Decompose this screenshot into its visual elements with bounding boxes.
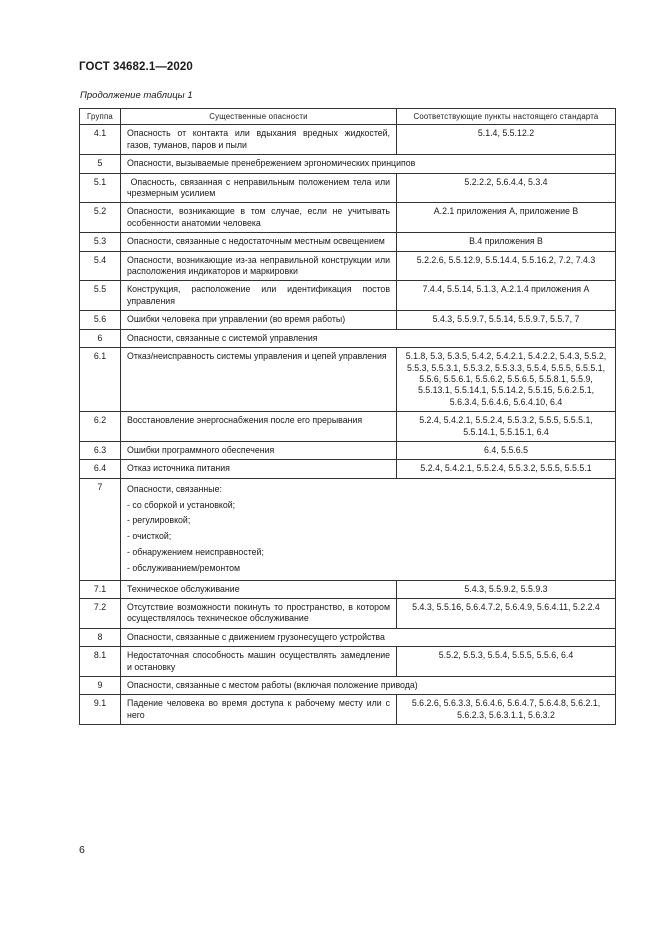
hazard-category-cell: Опасности, связанные с движением грузонесущего устройства	[121, 628, 616, 646]
group-cell: 5.2	[80, 203, 121, 233]
hazard-cell: Конструкция, расположение или идентификация постов управления	[121, 281, 397, 311]
column-header-hazards: Существенные опасности	[121, 109, 397, 125]
group-cell: 5.5	[80, 281, 121, 311]
clauses-cell: 5.6.2.6, 5.6.3.3, 5.6.4.6, 5.6.4.7, 5.6.4.8, 5.6.2.1, 5.6.2.3, 5.6.3.1.1, 5.6.3.2	[397, 695, 616, 725]
clauses-cell: А.2.1 приложения А, приложение В	[397, 203, 616, 233]
page-number: 6	[79, 844, 85, 856]
hazard-cell: Техническое обслуживание	[121, 580, 397, 598]
table-row	[80, 155, 616, 173]
list-item: - регулировкой;	[127, 515, 191, 526]
hazard-cell: Опасность от контакта или вдыхания вредных жидкостей, газов, туманов, паров и пыли	[121, 125, 397, 155]
hazard-cell: Опасности, возникающие в том случае, если не учитывать особенности анатомии человека	[121, 203, 397, 233]
table-row	[80, 695, 616, 725]
group-cell: 6.4	[80, 460, 121, 478]
group-cell: 9	[80, 676, 121, 694]
hazard-cell: Отказ/неисправность системы управления и цепей управления	[121, 348, 397, 412]
group-cell: 5	[80, 155, 121, 173]
clauses-cell: 5.2.2.6, 5.5.12.9, 5.5.14.4, 5.5.16.2, 7.2, 7.4.3	[397, 251, 616, 281]
table-row	[80, 676, 616, 694]
group-cell: 5.6	[80, 311, 121, 329]
group-cell: 5.1	[80, 173, 121, 203]
list-item: - обслуживанием/ремонтом	[127, 562, 241, 573]
table-header-row	[80, 109, 616, 125]
hazard-category-cell	[121, 478, 616, 580]
hazard-cell: Отсутствие возможности покинуть то пространство, в котором осуществлялось техническое обслуживание	[121, 598, 397, 628]
clauses-cell: 5.5.2, 5.5.3, 5.5.4, 5.5.5, 5.5.6, 6.4	[397, 647, 616, 677]
category-heading: Опасности, связанные:	[127, 483, 222, 494]
group-cell: 6.2	[80, 412, 121, 442]
group-cell: 9.1	[80, 695, 121, 725]
clauses-cell: 7.4.4, 5.5.14, 5.1.3, А.2.1.4 приложения А	[397, 281, 616, 311]
list-item: - со сборкой и установкой;	[127, 499, 236, 510]
hazard-cell: Восстановление энергоснабжения после его прерывания	[121, 412, 397, 442]
table-row	[80, 348, 616, 412]
list-item: - очисткой;	[127, 531, 172, 542]
table-caption: Продолжение таблицы 1	[80, 90, 193, 101]
hazard-cell: Ошибки человека при управлении (во время работы)	[121, 311, 397, 329]
document-code: ГОСТ 34682.1—2020	[79, 61, 193, 73]
table-row	[80, 478, 616, 580]
group-cell: 7	[80, 478, 121, 580]
table-row	[80, 203, 616, 233]
group-cell: 4.1	[80, 125, 121, 155]
group-cell: 8	[80, 628, 121, 646]
table-row	[80, 647, 616, 677]
clauses-cell: 5.2.4, 5.4.2.1, 5.5.2.4, 5.5.3.2, 5.5.5, 5.5.5.1	[397, 460, 616, 478]
list-item: - обнаружением неисправностей;	[127, 546, 264, 557]
hazard-cell: Недостаточная способность машин осуществлять замедление и остановку	[121, 647, 397, 677]
hazard-cell: Падение человека во время доступа к рабочему месту или с него	[121, 695, 397, 725]
clauses-cell: 5.4.3, 5.5.9.7, 5.5.14, 5.5.9.7, 5.5.7, 7	[397, 311, 616, 329]
clauses-cell: 5.1.4, 5.5.12.2	[397, 125, 616, 155]
hazard-cell: Опасности, связанные с недостаточным местным освещением	[121, 233, 397, 251]
hazard-category-cell: Опасности, вызываемые пренебрежением эргономических принципов	[121, 155, 616, 173]
group-cell: 7.1	[80, 580, 121, 598]
group-cell: 8.1	[80, 647, 121, 677]
group-cell: 6	[80, 329, 121, 347]
hazard-category-cell: Опасности, связанные с местом работы (включая положение привода)	[121, 676, 616, 694]
clauses-cell: 6.4, 5.5.6.5	[397, 441, 616, 459]
table-row	[80, 628, 616, 646]
hazards-table	[79, 108, 616, 725]
table-row	[80, 441, 616, 459]
hazard-cell: Отказ источника питания	[121, 460, 397, 478]
clauses-cell: В.4 приложения В	[397, 233, 616, 251]
clauses-cell: 5.2.2.2, 5.6.4.4, 5.3.4	[397, 173, 616, 203]
clauses-cell: 5.4.3, 5.5.9.2, 5.5.9.3	[397, 580, 616, 598]
hazard-category-cell: Опасности, связанные с системой управления	[121, 329, 616, 347]
table-row	[80, 311, 616, 329]
clauses-cell: 5.2.4, 5.4.2.1, 5.5.2.4, 5.5.3.2, 5.5.5, 5.5.5.1, 5.5.14.1, 5.5.15.1, 6.4	[397, 412, 616, 442]
group-cell: 7.2	[80, 598, 121, 628]
column-header-clauses: Соответствующие пункты настоящего стандарта	[397, 109, 616, 125]
table-row	[80, 251, 616, 281]
table-row	[80, 412, 616, 442]
table-row	[80, 173, 616, 203]
clauses-cell: 5.1.8, 5.3, 5.3.5, 5.4.2, 5.4.2.1, 5.4.2.2, 5.4.3, 5.5.2, 5.5.3, 5.5.3.1, 5.5.3.2, 5.5.3.3, 5.5.4, 5.5.5, 5.5.5.1, 5.5.6, 5.5.6.1, 5.5.6.2, 5.5.6.5, 5.5.8.1, 5.5.9, 5.5.13.1, 5.5.14.1, 5.5.14.2, 5.5.15, 5.6.2.5.1, 5.6.3.4, 5.6.4.6, 5.6.4.10, 6.4	[397, 348, 616, 412]
table-row	[80, 580, 616, 598]
group-cell: 6.1	[80, 348, 121, 412]
table-row	[80, 598, 616, 628]
table-row	[80, 329, 616, 347]
group-cell: 6.3	[80, 441, 121, 459]
column-header-group: Группа	[80, 109, 121, 125]
hazard-cell: Опасность, связанная с неправильным положением тела или чрезмерным усилием	[121, 173, 397, 203]
table-row	[80, 125, 616, 155]
hazard-cell: Опасности, возникающие из-за неправильной конструкции или расположения индикаторов и маркировки	[121, 251, 397, 281]
table-row	[80, 460, 616, 478]
group-cell: 5.4	[80, 251, 121, 281]
group-cell: 5.3	[80, 233, 121, 251]
table-row	[80, 233, 616, 251]
table-row	[80, 281, 616, 311]
hazard-cell: Ошибки программного обеспечения	[121, 441, 397, 459]
clauses-cell: 5.4.3, 5.5.16, 5.6.4.7.2, 5.6.4.9, 5.6.4.11, 5.2.2.4	[397, 598, 616, 628]
